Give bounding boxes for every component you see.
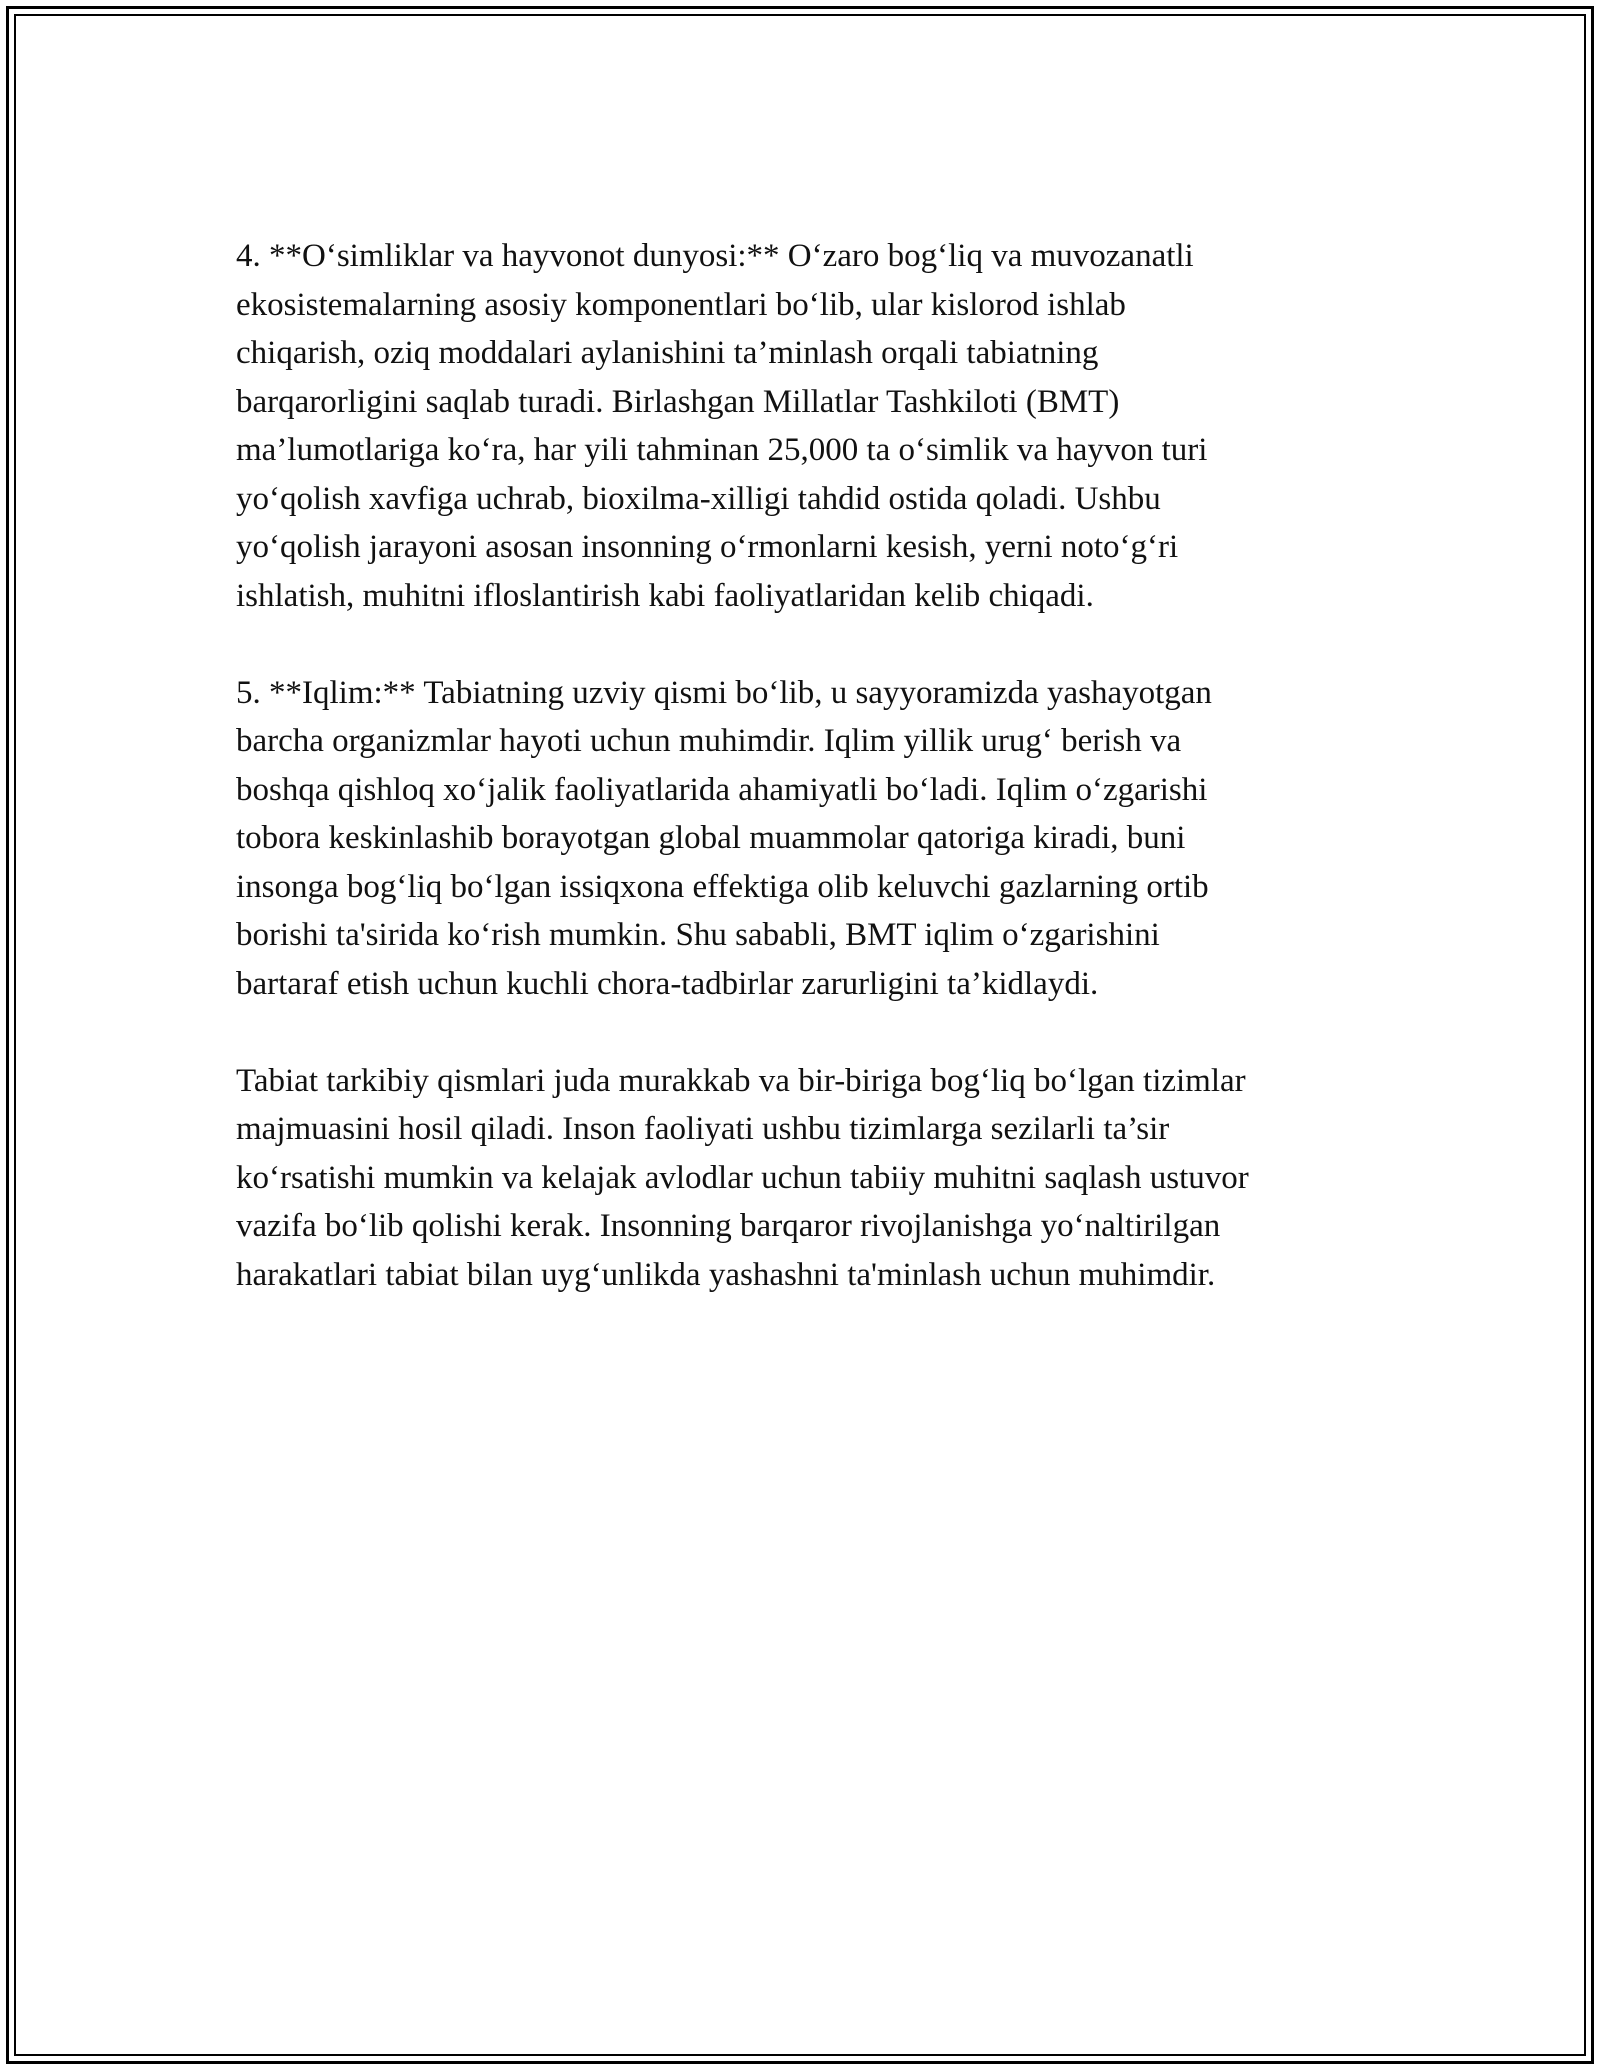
text-line: yo‘qolish jarayoni asosan insonning o‘rmonlarni kesish, yerni noto‘g‘ri bbox=[236, 529, 1179, 565]
text-line: ishlatish, muhitni ifloslantirish kabi faoliyatlaridan kelib chiqadi. bbox=[236, 577, 1094, 614]
paragraph-flora-fauna bbox=[236, 232, 1376, 620]
text-line: majmuasini hosil qiladi. Inson faoliyati ushbu tizimlarga sezilarli ta’sir bbox=[236, 1111, 1170, 1147]
text-line: boshqa qishloq xo‘jalik faoliyatlarida ahamiyatli bo‘ladi. Iqlim o‘zgarishi bbox=[236, 771, 1208, 808]
document-body bbox=[236, 232, 1376, 1348]
text-line: yo‘qolish xavfiga uchrab, bioxilma-xilligi tahdid ostida qoladi. Ushbu bbox=[236, 480, 1161, 517]
text-line: 4. **O‘simliklar va hayvonot dunyosi:** O‘zaro bog‘liq va muvozanatli bbox=[236, 238, 1194, 274]
text-line: ekosistemalarning asosiy komponentlari bo‘lib, ular kislorod ishlab bbox=[236, 286, 1126, 323]
text-line: harakatlari tabiat bilan uyg‘unlikda yashashni ta'minlash uchun muhimdir. bbox=[236, 1256, 1216, 1293]
text-line: tobora keskinlashib borayotgan global muammolar qatoriga kiradi, buni bbox=[236, 820, 1186, 856]
text-line: chiqarish, oziq moddalari aylanishini ta’minlash orqali tabiatning bbox=[236, 335, 1099, 371]
text-line: insonga bog‘liq bo‘lgan issiqxona effektiga olib keluvchi gazlarning ortib bbox=[236, 868, 1209, 905]
text-line: 5. **Iqlim:** Tabiatning uzviy qismi bo‘lib, u sayyoramizda yashayotgan bbox=[236, 674, 1212, 711]
text-line: borishi ta'sirida ko‘rish mumkin. Shu sababli, BMT iqlim o‘zgarishini bbox=[236, 917, 1160, 953]
text-line: ko‘rsatishi mumkin va kelajak avlodlar uchun tabiiy muhitni saqlash ustuvor bbox=[236, 1159, 1249, 1196]
text-line: barcha organizmlar hayoti uchun muhimdir. Iqlim yillik urug‘ berish va bbox=[236, 723, 1182, 759]
text-line: vazifa bo‘lib qolishi kerak. Insonning barqaror rivojlanishga yo‘naltirilgan bbox=[236, 1208, 1221, 1244]
text-line: bartaraf etish uchun kuchli chora-tadbirlar zarurligini ta’kidlaydi. bbox=[236, 965, 1099, 1002]
paragraph-climate bbox=[236, 669, 1376, 1009]
paragraph-conclusion bbox=[236, 1057, 1376, 1300]
text-line: Tabiat tarkibiy qismlari juda murakkab va bir-biriga bog‘liq bo‘lgan tizimlar bbox=[236, 1062, 1246, 1099]
text-line: barqarorligini saqlab turadi. Birlashgan Millatlar Tashkiloti (BMT) bbox=[236, 383, 1120, 420]
text-line: ma’lumotlariga ko‘ra, har yili tahminan 25,000 ta o‘simlik va hayvon turi bbox=[236, 432, 1208, 468]
